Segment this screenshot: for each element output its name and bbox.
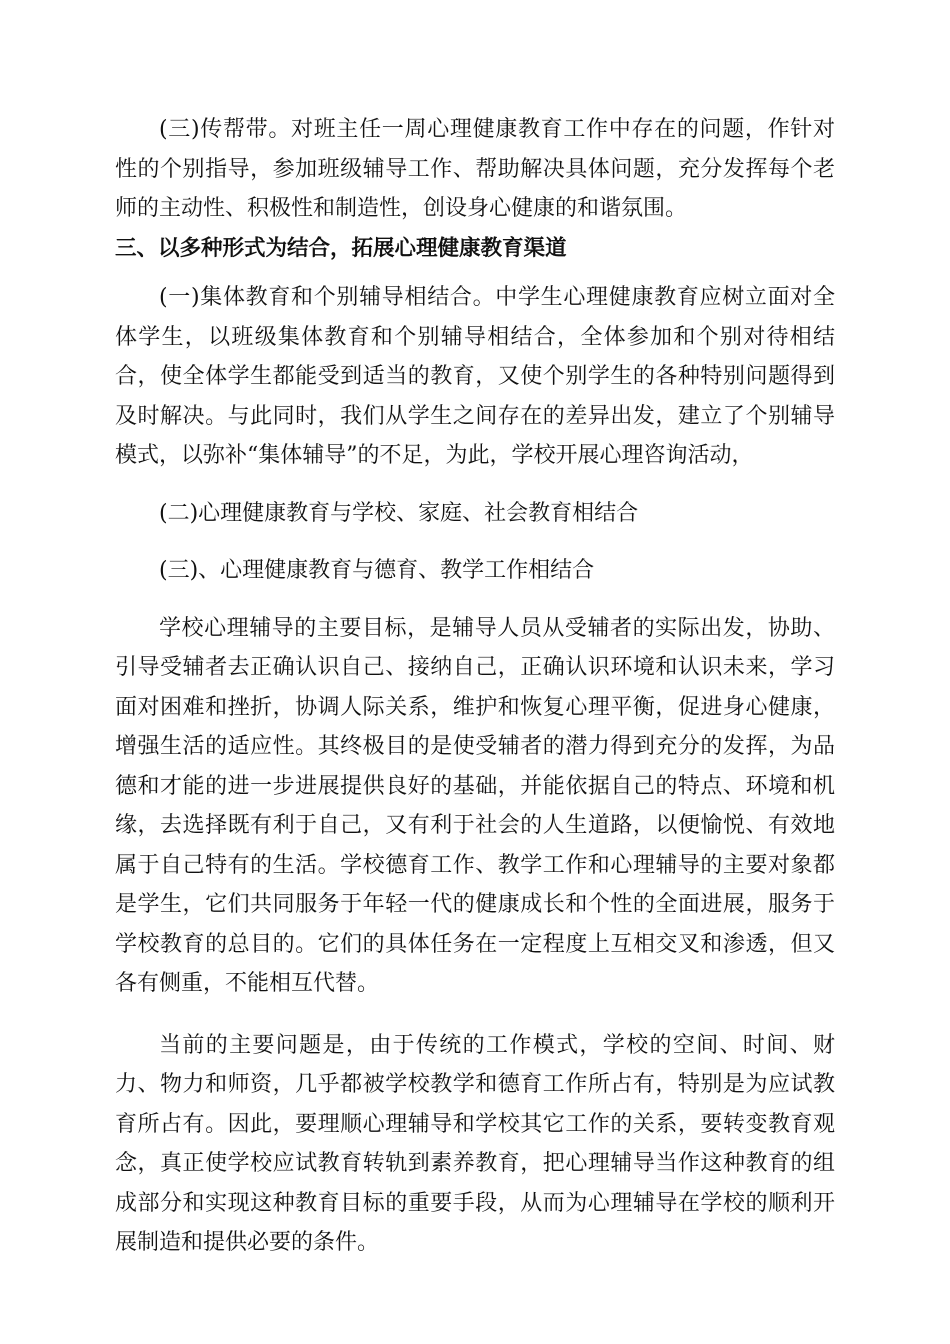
paragraph-school-family-society: (二)心理健康教育与学校、家庭、社会教育相结合: [159, 500, 639, 526]
paragraph-counseling-goals: 学校心理辅导的主要目标，是辅导人员从受辅者的实际出发，协助、引导受辅者去正确认识自己、接纳自己，正确认识环境和认识未来，学习面对困难和挫折，协调人际关系，维护和恢复心理平衡，促进身心健康，增强生活的适应性。其终极目的是使受辅者的潜力得到充分的发挥，为品德和才能的进一步进展提供良好的基础，并能依据自己的特点、环境和机缘，去选择既有利于自己，又有利于社会的人生道路，以便愉悦、有效地属于自己特有的生活。学校德育工作、教学工作和心理辅导的主要对象都是学生，它们共同服务于年轻一代的健康成长和个性的全面进展，服务于学校教育的总目的。它们的具体任务在一定程度上互相交叉和渗透，但又各有侧重，不能相互代替。: [115, 615, 835, 996]
section-heading-3: 三、以多种形式为结合，拓展心理健康教育渠道: [115, 235, 567, 261]
paragraph-current-problems: 当前的主要问题是，由于传统的工作模式，学校的空间、时间、财力、物力和师资，几乎都被学校教学和德育工作所占有，特别是为应试教育所占有。因此，要理顺心理辅导和学校其它工作的关系，要转变教育观念，真正使学校应试教育转轨到素养教育，把心理辅导当作这种教育的组成部分和实现这种教育目标的重要手段，从而为心理辅导在学校的顺利开展制造和提供必要的条件。: [115, 1032, 835, 1255]
paragraph-collective-individual: (一)集体教育和个别辅导相结合。中学生心理健康教育应树立面对全体学生，以班级集体教育和个别辅导相结合，全体参加和个别对待相结合，使全体学生都能受到适当的教育，又使个别学生的各种特别问题得到及时解决。与此同时，我们从学生之间存在的差异出发，建立了个别辅导模式，以弥补“集体辅导”的不足，为此，学校开展心理咨询活动，: [115, 285, 835, 468]
document-page: [115, 110, 835, 1263]
paragraph-mentoring: (三)传帮带。对班主任一周心理健康教育工作中存在的问题，作针对性的个别指导，参加班级辅导工作、帮助解决具体问题，充分发挥每个老师的主动性、积极性和制造性，创设身心健康的和谐氛围。: [115, 117, 835, 221]
paragraph-moral-teaching: (三)、心理健康教育与德育、教学工作相结合: [159, 558, 595, 583]
